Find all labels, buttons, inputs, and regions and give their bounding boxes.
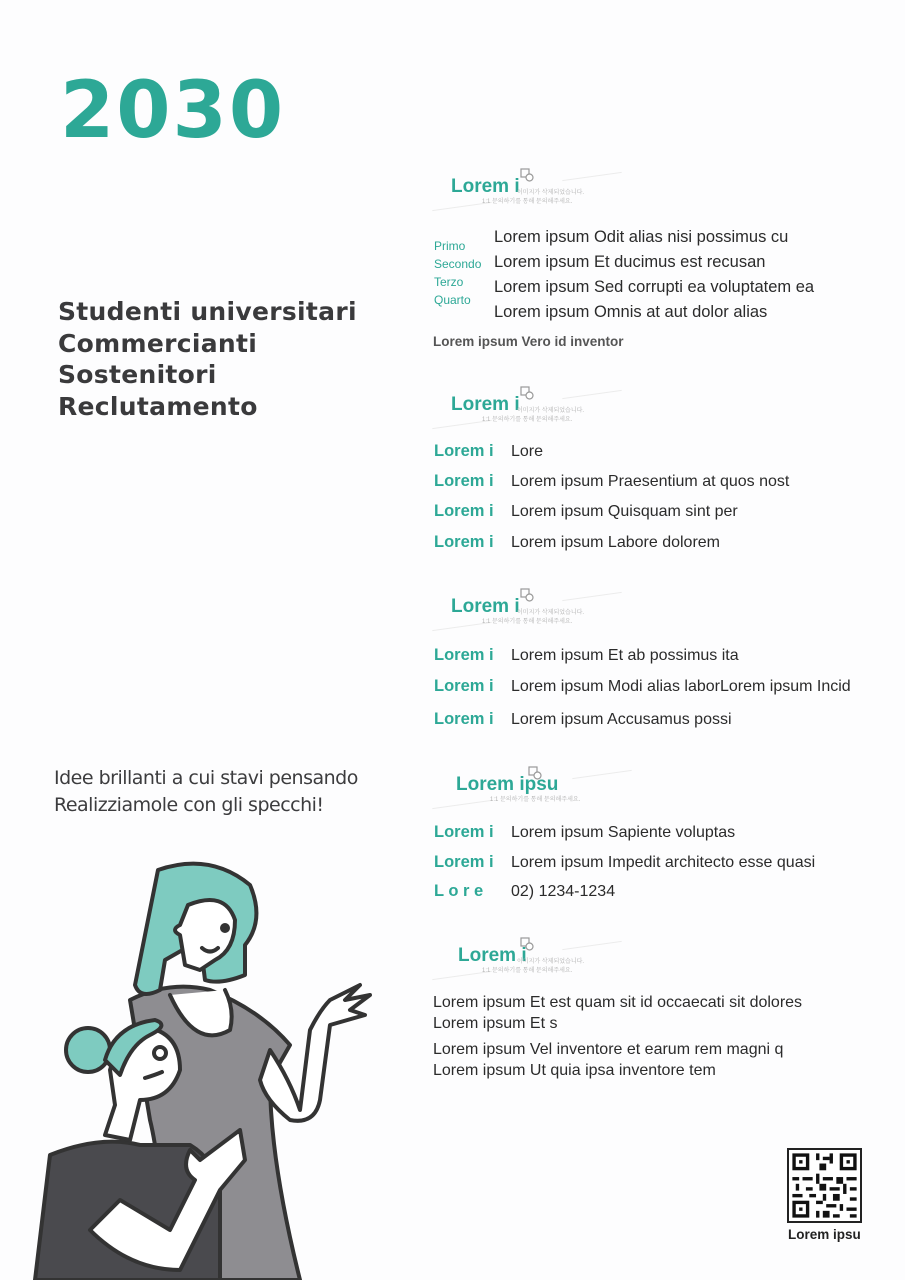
row-label: Lorem i: [434, 533, 494, 551]
info-row: [434, 502, 738, 521]
row-value: Lorem ipsum Accusamus possi: [511, 711, 732, 728]
row-label: L o r e: [434, 882, 484, 900]
audience-item: Sostenitori: [58, 360, 217, 389]
section-title: Lorem ipsu: [456, 774, 559, 795]
value: Lorem ipsum Et ducimus est recusan: [494, 253, 766, 271]
people-illustration: [20, 860, 390, 1280]
label: Terzo: [434, 275, 464, 289]
paragraph-line: Lorem ipsum Ut quia ipsa inventore tem: [433, 1062, 716, 1079]
audience-list: [58, 296, 357, 422]
row-value: Lore: [511, 443, 544, 460]
audience-item: Studenti universitari: [58, 297, 357, 326]
info-row: [434, 646, 739, 665]
audience-item: Commercianti: [58, 328, 258, 358]
row-value: Lorem ipsum Labore dolorem: [511, 534, 720, 551]
placeholder-text: 1:1 문의하기를 통해 문의해주세요.: [482, 417, 573, 423]
paragraph-line: Lorem ipsum Et s: [433, 1015, 558, 1032]
broken-image-icon: [520, 588, 534, 602]
label: Secondo: [434, 257, 482, 271]
paragraph-line: Lorem ipsum Et est quam sit id occaecati sit dolores: [433, 994, 803, 1011]
tagline-line: Idee brillanti a cui stavi pensando: [54, 767, 358, 789]
phone-number: 02) 1234-1234: [511, 883, 616, 900]
section-header: [432, 937, 622, 979]
row-value: Lorem ipsum Praesentium at quos nost: [511, 473, 790, 490]
info-row: [434, 677, 851, 696]
value: Lorem ipsum Sed corrupti ea voluptatem ea: [494, 278, 815, 296]
broken-image-icon: [520, 386, 534, 400]
qr-code[interactable]: [787, 1148, 862, 1223]
row-label: Lorem i: [434, 502, 494, 520]
info-row: [434, 533, 720, 552]
placeholder-text: 1:1 문의하기를 통해 문의해주세요.: [482, 968, 573, 974]
row-label: Lorem i: [434, 442, 494, 460]
section-title: Lorem i: [451, 596, 520, 617]
label-column: [434, 237, 481, 309]
section-title: Lorem i: [458, 945, 527, 966]
label: Primo: [434, 239, 466, 253]
value-column: [494, 225, 814, 325]
row-value: Lorem ipsum Impedit architecto esse quasi: [511, 854, 816, 871]
info-row: [434, 823, 735, 842]
phone-row: [434, 882, 615, 901]
placeholder-text: 이미지가 삭제되었습니다.: [517, 610, 585, 616]
row-label: Lorem i: [434, 677, 494, 695]
row-label: Lorem i: [434, 710, 494, 728]
paragraph-line: Lorem ipsum Vel inventore et earum rem magni q: [433, 1041, 784, 1058]
placeholder-text: 1:1 문의하기를 통해 문의해주세요.: [482, 619, 573, 625]
row-value: Lorem ipsum Sapiente voluptas: [511, 824, 736, 841]
tagline-line: Realizziamole con gli specchi!: [54, 794, 324, 816]
value: Lorem ipsum Odit alias nisi possimus cu: [494, 228, 789, 246]
label: Quarto: [434, 293, 471, 307]
value: Lorem ipsum Omnis at aut dolor alias: [494, 303, 768, 321]
placeholder-text: 1:1 문의하기를 통해 문의해주세요.: [490, 797, 581, 803]
row-label: Lorem i: [434, 472, 494, 490]
section-header: [432, 386, 622, 428]
row-value: Lorem ipsum Modi alias laborLorem ipsum Incid: [511, 678, 851, 695]
row-value: Lorem ipsum Et ab possimus ita: [511, 647, 739, 664]
qr-code-icon: [789, 1150, 860, 1221]
row-value: Lorem ipsum Quisquam sint per: [511, 503, 738, 520]
placeholder-text: 이미지가 삭제되었습니다.: [517, 408, 585, 414]
info-row: [434, 853, 815, 872]
audience-item: Reclutamento: [58, 391, 258, 421]
year-heading: 2030: [60, 66, 286, 156]
row-label: Lorem i: [434, 823, 494, 841]
section-title: Lorem i: [451, 176, 520, 197]
closing-paragraph: [433, 992, 802, 1034]
section-header: [432, 588, 622, 630]
qr-label: Lorem ipsu: [788, 1227, 861, 1242]
section-title: Lorem i: [451, 394, 520, 415]
tagline: [54, 765, 358, 819]
section-note: Lorem ipsum Vero id inventor: [433, 334, 624, 349]
section-header: [432, 766, 622, 808]
placeholder-text: 1:1 문의하기를 통해 문의해주세요.: [482, 199, 573, 205]
info-row: [434, 442, 543, 461]
placeholder-text: 이미지가 삭제되었습니다.: [517, 959, 585, 965]
closing-paragraph: [433, 1039, 783, 1081]
row-label: Lorem i: [434, 853, 494, 871]
section-header: [432, 168, 622, 210]
broken-image-icon: [520, 168, 534, 182]
placeholder-text: 이미지가 삭제되었습니다.: [517, 190, 585, 196]
info-row: [434, 710, 732, 729]
info-row: [434, 472, 789, 491]
row-label: Lorem i: [434, 646, 494, 664]
